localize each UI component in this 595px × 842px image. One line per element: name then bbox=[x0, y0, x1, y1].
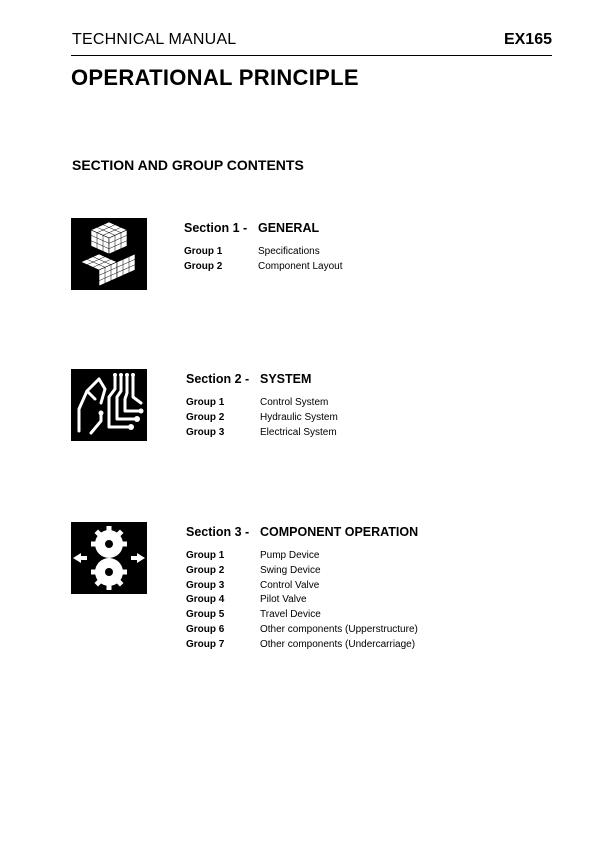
group-title: Specifications bbox=[258, 246, 320, 257]
section-1-number: Section 1 - bbox=[184, 221, 248, 235]
list-item bbox=[186, 397, 338, 412]
page-title: OPERATIONAL PRINCIPLE bbox=[71, 65, 359, 90]
list-item bbox=[186, 639, 418, 654]
list-item bbox=[186, 594, 418, 609]
group-label: Group 4 bbox=[186, 594, 225, 606]
group-label: Group 7 bbox=[186, 638, 225, 650]
section-1 bbox=[71, 218, 551, 292]
list-item bbox=[186, 565, 418, 580]
list-item bbox=[186, 550, 418, 565]
list-item bbox=[186, 624, 418, 639]
group-label: Group 1 bbox=[186, 550, 225, 561]
section-2-number: Section 2 - bbox=[186, 372, 250, 386]
group-label: Group 1 bbox=[184, 246, 223, 257]
list-item bbox=[186, 412, 338, 427]
header-title: TECHNICAL MANUAL bbox=[72, 31, 237, 48]
group-title: Other components (Upperstructure) bbox=[260, 623, 418, 635]
section-3-number: Section 3 - bbox=[186, 525, 250, 539]
group-label: Group 2 bbox=[186, 564, 225, 576]
header-rule bbox=[71, 55, 552, 56]
section-3 bbox=[71, 522, 551, 662]
group-label: Group 3 bbox=[186, 579, 225, 591]
group-label: Group 2 bbox=[186, 411, 225, 423]
section-1-name: GENERAL bbox=[258, 221, 320, 235]
group-label: Group 3 bbox=[186, 426, 225, 438]
section-2 bbox=[71, 369, 551, 443]
group-title: Hydraulic System bbox=[260, 411, 338, 423]
group-title: Pilot Valve bbox=[260, 594, 307, 606]
group-label: Group 2 bbox=[184, 260, 223, 272]
contents-title: SECTION AND GROUP CONTENTS bbox=[72, 157, 304, 173]
group-title: Electrical System bbox=[260, 426, 337, 438]
group-title: Component Layout bbox=[258, 260, 343, 272]
group-title: Control System bbox=[260, 397, 329, 408]
section-3-name: COMPONENT OPERATION bbox=[260, 525, 419, 539]
group-title: Swing Device bbox=[260, 564, 321, 576]
group-title: Pump Device bbox=[260, 550, 320, 561]
section-1-groups bbox=[184, 246, 343, 276]
list-item bbox=[186, 580, 418, 595]
list-item bbox=[184, 246, 343, 261]
group-title: Control Valve bbox=[260, 579, 320, 591]
group-label: Group 1 bbox=[186, 397, 225, 408]
group-label: Group 5 bbox=[186, 609, 225, 621]
section-2-heading bbox=[186, 372, 311, 386]
section-1-heading bbox=[184, 221, 319, 235]
section-2-groups bbox=[186, 397, 338, 441]
gear-pump-icon bbox=[71, 522, 147, 594]
cube-s-icon bbox=[71, 218, 147, 290]
section-2-name: SYSTEM bbox=[260, 372, 312, 386]
header-model-code: EX165 bbox=[503, 31, 552, 48]
list-item bbox=[186, 609, 418, 624]
list-item bbox=[184, 261, 343, 276]
circuit-icon bbox=[71, 369, 147, 441]
section-3-groups bbox=[186, 550, 418, 654]
section-3-heading bbox=[186, 525, 418, 539]
group-title: Other components (Undercarriage) bbox=[260, 638, 416, 650]
group-label: Group 6 bbox=[186, 623, 225, 635]
group-title: Travel Device bbox=[260, 609, 321, 621]
list-item bbox=[186, 427, 338, 442]
